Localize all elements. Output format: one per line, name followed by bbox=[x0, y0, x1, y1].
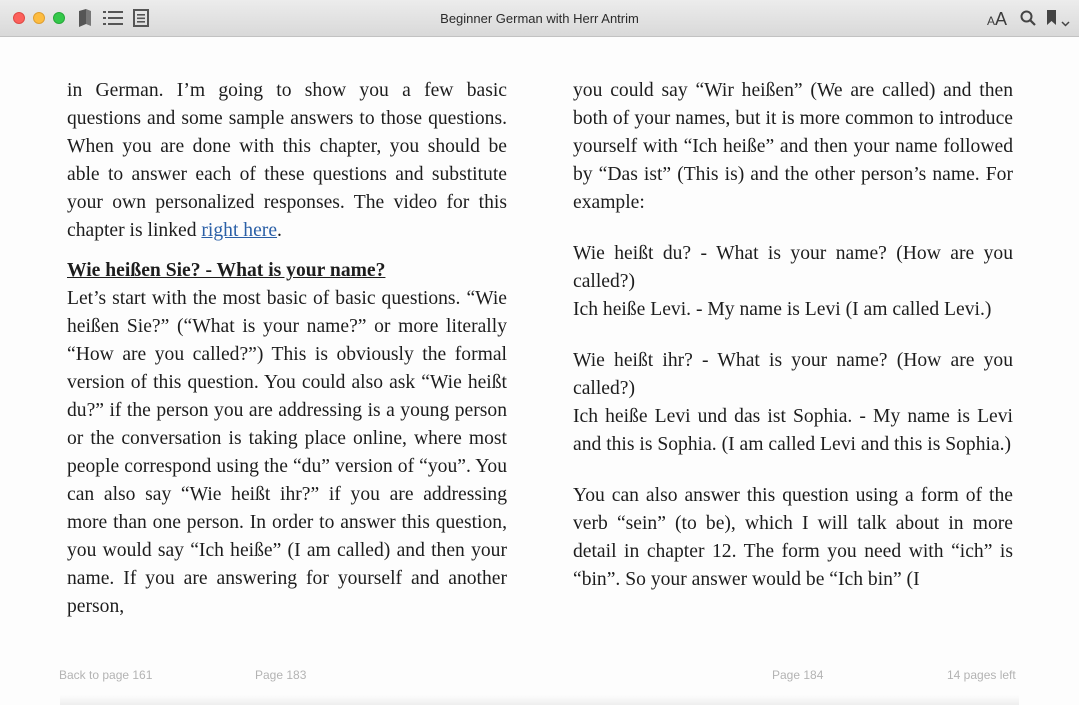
minimize-window-button[interactable] bbox=[33, 12, 45, 24]
window-title: Beginner German with Herr Antrim bbox=[440, 11, 639, 26]
example-answer-1: Ich heiße Levi. - My name is Levi (I am called Levi.) bbox=[573, 299, 992, 320]
font-small-glyph: A bbox=[987, 14, 996, 28]
back-to-page-link[interactable]: Back to page 161 bbox=[59, 668, 153, 682]
bookmark-icon[interactable] bbox=[1046, 10, 1058, 31]
sein-paragraph: You can also answer this question using a form of the verb “sein” (to be), which I will talk about in more detail in chapter 12. The form you need with “ich” is “bin”. So your answer would be “Ich bin” (I bbox=[573, 485, 1013, 590]
font-large-glyph: A bbox=[995, 9, 1008, 29]
font-size-button[interactable] bbox=[987, 9, 1007, 30]
intro-text-end: . bbox=[277, 220, 282, 241]
right-page bbox=[573, 77, 1013, 594]
left-page bbox=[67, 77, 507, 621]
list-icon[interactable] bbox=[103, 10, 123, 31]
page-edge-shadow bbox=[60, 695, 1019, 705]
close-window-button[interactable] bbox=[13, 12, 25, 24]
search-icon[interactable] bbox=[1020, 10, 1036, 31]
notes-icon[interactable] bbox=[133, 9, 149, 32]
video-link[interactable]: right here bbox=[201, 220, 278, 241]
book-icon[interactable] bbox=[77, 9, 93, 33]
intro-text: in German. I’m going to show you a few basic questions and some sample answers to those questions. When you are done with this chapter, you should be able to answer each of these questions and substitute your own personalized responses. The video for this chapter is linked bbox=[67, 80, 507, 241]
body-paragraph: Let’s start with the most basic of basic questions. “Wie heißen Sie?” (“What is your name?” or more literally “How are you called?”) This is obviously the formal version of this question. You could also ask “Wie heißt du?” if the person you are addressing is a young person or the conversation is taking place online, where most people correspond using the “du” version of “you”. You can also say “Wie heißt ihr?” if you are addressing more than one person. In order to answer this question, you would say “Ich heiße” (I am called) and then your name. If you are answering for yourself and another person, bbox=[67, 288, 507, 617]
title-bar bbox=[0, 0, 1079, 37]
example-question-1: Wie heißt du? - What is your name? (How are you called?) bbox=[573, 243, 1013, 292]
chevron-down-icon[interactable] bbox=[1061, 14, 1070, 32]
example-question-2: Wie heißt ihr? - What is your name? (How are you called?) bbox=[573, 350, 1013, 399]
continued-paragraph: you could say “Wir heißen” (We are called) and then both of your names, but it is more common to introduce yourself with “Ich heiße” and then your name followed by “Das ist” (This is) and the other person’s name. For example: bbox=[573, 80, 1013, 213]
zoom-window-button[interactable] bbox=[53, 12, 65, 24]
left-page-number: Page 183 bbox=[255, 668, 307, 682]
right-page-number: Page 184 bbox=[772, 668, 824, 682]
intro-paragraph bbox=[67, 77, 507, 245]
example-answer-2: Ich heiße Levi und das ist Sophia. - My name is Levi and this is Sophia. (I am called Levi and this is Sophia.) bbox=[573, 406, 1013, 455]
section-heading: Wie heißen Sie? - What is your name? bbox=[67, 260, 386, 281]
pages-left-indicator: 14 pages left bbox=[947, 668, 1016, 682]
